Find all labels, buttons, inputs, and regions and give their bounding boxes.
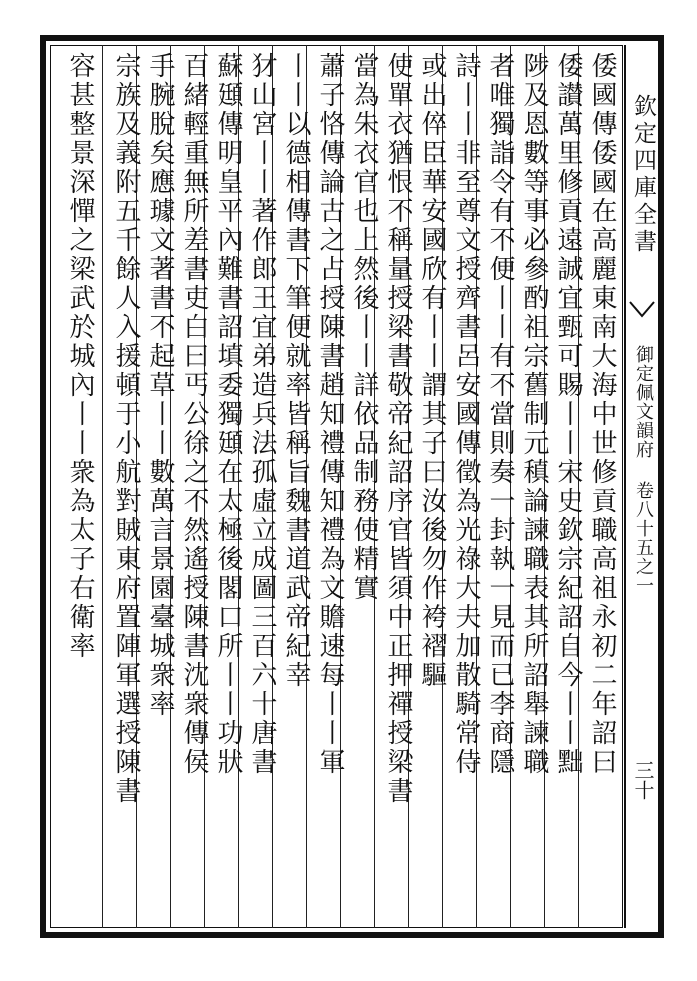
- column-rule-15: [102, 45, 103, 928]
- text-column-5: 詩丨丨非至尊文授齊書呂安國傳徵為光祿大夫加散騎常侍: [451, 52, 481, 777]
- text-column-6: 或出倅臣華安國欣有丨丨謂其子曰汝後勿作袴褶驅: [417, 52, 447, 690]
- text-column-12: 蘇頲傳明皇平內難書詔填委獨頲在太極後閣口所丨丨功狀: [213, 52, 243, 777]
- text-column-7: 使單衣猶恨不稱量授梁書敬帝紀詔序官皆須中正押禪授梁書: [383, 52, 413, 806]
- text-column-4: 者唯獨詣令有不便丨丨有不當則奏一封執一見而已李商隱: [485, 52, 515, 777]
- text-column-10: 丨丨以德相傳書下筆便就率皆稱旨魏書道武帝紀幸: [281, 52, 311, 690]
- text-column-13: 百緒輕重無所差書吏白曰丐公徐之不然遙授陳書沈衆傳侯: [179, 52, 209, 777]
- page-number: 三十: [631, 760, 655, 800]
- text-column-3: 陟及恩數等事必參酌祖宗舊制元稹論諫職表其所詔舉諫職: [519, 52, 549, 777]
- collection-title: 欽定四庫全書: [630, 94, 656, 256]
- fishtail-mark-icon: [628, 300, 656, 320]
- text-column-11: 犲山宮丨丨著作郎王宜弟造兵法孤虛立成圖三百六十唐書: [247, 52, 277, 777]
- text-column-14: 手腕脫矣應璩文著書不起草丨丨數萬言景園臺城衆率: [145, 52, 175, 719]
- text-column-15: 宗族及義附五千餘人入援頓于小航對賊東府置陣軍選授陳書: [111, 52, 141, 806]
- text-column-16: 容甚整景深憚之梁武於城內丨丨衆為太子右衛率: [65, 52, 95, 661]
- text-column-2: 倭讃萬里修貢遠誠宜甄可賜丨丨宋史欽宗紀詔自今丨丨黜: [553, 52, 583, 777]
- text-column-8: 當為朱衣官也上然後丨丨詳依品制務使精實: [349, 52, 379, 603]
- volume-title: 御定佩文韻府 卷八十五之一: [633, 345, 654, 595]
- text-column-1: 倭國傳倭國在高麗東南大海中世修貢職高祖永初二年詔曰: [587, 52, 617, 777]
- text-column-9: 蕭子恪傳論古之占授陳書趙知禮傳知禮為文贍速每丨丨軍: [315, 52, 345, 777]
